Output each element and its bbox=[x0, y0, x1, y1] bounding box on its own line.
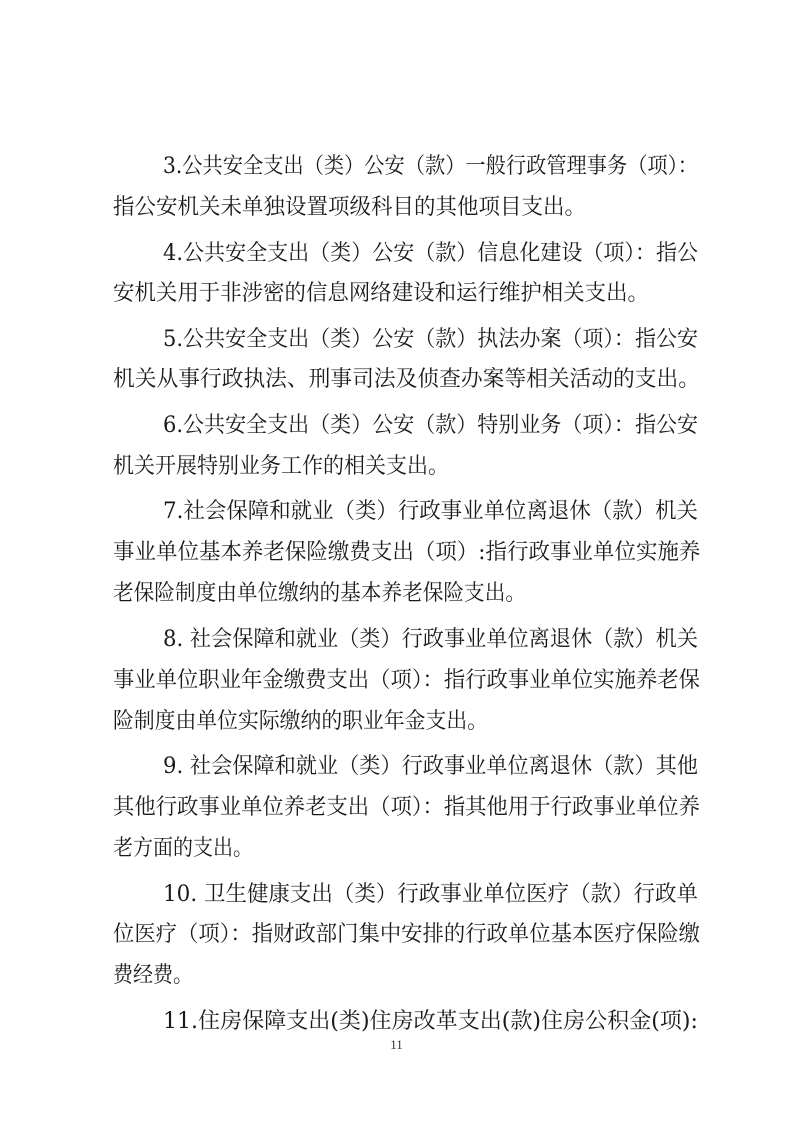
text-line: 11.住房保障支出(类)住房改革支出(款)住房公积金(项): bbox=[163, 1009, 698, 1034]
text-line: 安机关用于非涉密的信息网络建设和运行维护相关支出。 bbox=[113, 281, 650, 306]
text-line: 位医疗（项）：指财政部门集中安排的行政单位基本医疗保险缴 bbox=[113, 922, 701, 947]
text-line: 5.公共安全支出（类）公安（款）执法办案（项）：指公安 bbox=[163, 327, 698, 352]
text-line: 费经费。 bbox=[113, 963, 194, 988]
text-line: 指公安机关未单独设置项级科目的其他项目支出。 bbox=[113, 195, 587, 220]
text-line: 7.社会保障和就业（类）行政事业单位离退休（款）机关 bbox=[163, 499, 698, 524]
text-line: 老方面的支出。 bbox=[113, 836, 254, 861]
text-line: 6.公共安全支出（类）公安（款）特别业务（项）：指公安 bbox=[163, 413, 698, 438]
text-line: 8. 社会保障和就业（类）行政事业单位离退休（款）机关 bbox=[163, 627, 698, 652]
text-line: 3.公共安全支出（类）公安（款）一般行政管理事务（项）： bbox=[163, 154, 698, 179]
text-line: 机关从事行政执法、刑事司法及侦查办案等相关活动的支出。 bbox=[113, 367, 701, 392]
text-line: 老保险制度由单位缴纳的基本养老保险支出。 bbox=[113, 581, 527, 606]
text-line: 其他行政事业单位养老支出（项）：指其他用于行政事业单位养 bbox=[113, 795, 701, 820]
text-line: 9. 社会保障和就业（类）行政事业单位离退休（款）其他 bbox=[163, 754, 698, 779]
text-line: 10. 卫生健康支出（类）行政事业单位医疗（款）行政单 bbox=[163, 882, 698, 907]
text-line: 险制度由单位实际缴纳的职业年金支出。 bbox=[113, 709, 489, 734]
text-line: 事业单位基本养老保险缴费支出（项）:指行政事业单位实施养 bbox=[113, 540, 701, 565]
text-line: 事业单位职业年金缴费支出（项）：指行政事业单位实施养老保 bbox=[113, 668, 701, 693]
text-line: 4.公共安全支出（类）公安（款）信息化建设（项）：指公 bbox=[163, 241, 698, 266]
text-line: 机关开展特别业务工作的相关支出。 bbox=[113, 454, 450, 479]
page-number: 11 bbox=[390, 1037, 403, 1052]
